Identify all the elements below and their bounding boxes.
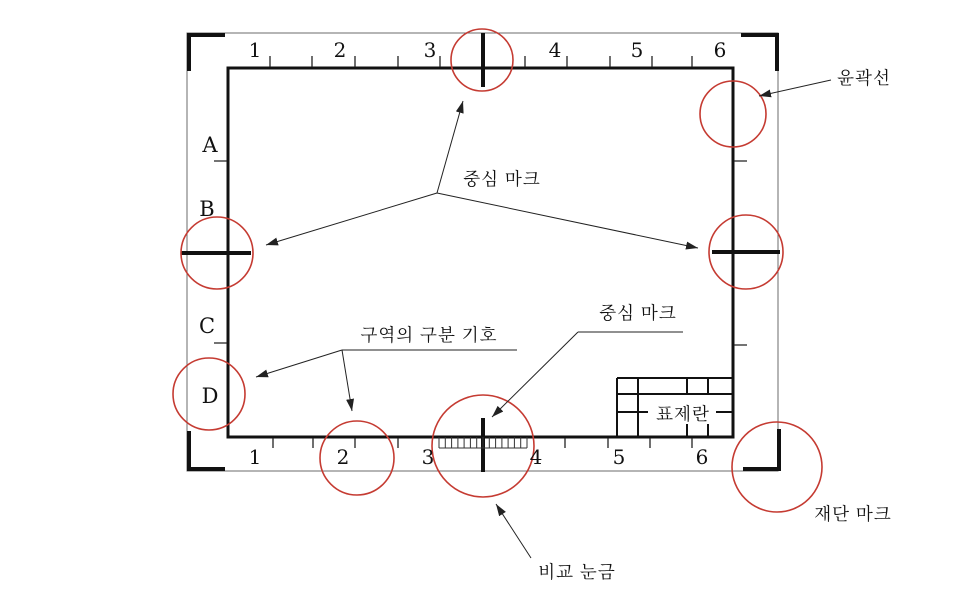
zone-letter: D <box>201 384 219 408</box>
zone-letter: C <box>198 314 216 338</box>
zone-number-bottom: 1 <box>248 445 262 469</box>
leader-comparison-scale <box>496 504 531 558</box>
trim-mark-bottom-left <box>189 431 225 469</box>
zone-letter: B <box>199 197 215 221</box>
zone-number-top: 5 <box>630 38 644 62</box>
leader-center-mark-to-right <box>437 193 698 248</box>
border-line-frame <box>228 68 733 437</box>
zone-number-top: 2 <box>333 38 347 62</box>
label-center-mark-bottom: 중심 마크 <box>599 303 677 323</box>
trim-mark-bottom-right <box>743 429 779 469</box>
leader-zone-symbol-to-letter <box>256 350 342 377</box>
leader-center-mark-to-top <box>437 101 463 193</box>
zone-number-bottom: 6 <box>695 445 709 469</box>
zone-letter: A <box>202 133 218 157</box>
label-zone-symbol: 구역의 구분 기호 <box>360 325 498 345</box>
leader-center-mark-to-left <box>266 193 437 245</box>
leader-center-mark-to-bottom <box>492 332 578 417</box>
highlight-circle-zone-number <box>320 421 394 495</box>
zone-number-top: 6 <box>713 38 727 62</box>
trim-mark-top-left <box>189 35 225 71</box>
zone-number-bottom: 4 <box>529 445 543 469</box>
zone-number-top: 1 <box>248 38 262 62</box>
label-trim-mark: 재단 마크 <box>814 504 892 524</box>
zone-number-bottom: 3 <box>421 445 435 469</box>
label-title-block: 표제란 <box>656 404 710 424</box>
leader-zone-symbol-to-number <box>342 350 352 411</box>
comparison-scale <box>439 437 527 448</box>
label-center-mark: 중심 마크 <box>463 169 541 189</box>
zone-number-bottom: 2 <box>336 445 350 469</box>
zone-number-top: 4 <box>548 38 562 62</box>
trim-mark-top-right <box>741 35 777 71</box>
label-comparison-scale: 비교 눈금 <box>538 562 616 582</box>
leader-border-line <box>759 80 831 96</box>
zone-number-bottom: 5 <box>612 445 626 469</box>
zone-number-top: 3 <box>423 38 437 62</box>
label-border-line: 윤곽선 <box>837 68 891 88</box>
